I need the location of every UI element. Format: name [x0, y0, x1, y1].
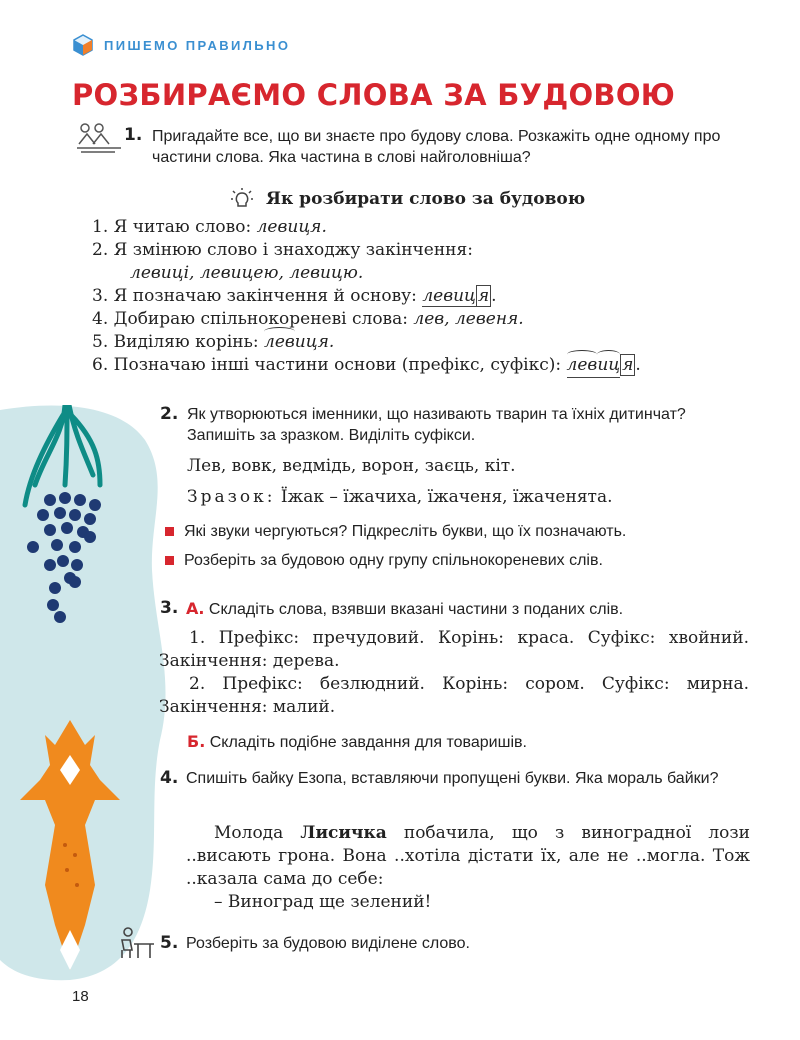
- step-2: 2. Я змінюю слово і знаходжу закінчення:: [92, 240, 473, 260]
- exercise-2-question-2: Розберіть за будовою одну групу спільнокореневих слів.: [165, 550, 603, 571]
- page-title: РОЗБИРАЄМО СЛОВА ЗА БУДОВОЮ: [72, 78, 676, 112]
- exercise-5-number: 5.: [160, 933, 179, 953]
- pair-work-icon: [75, 122, 123, 158]
- howto-title-text: Як розбирати слово за будовою: [266, 189, 586, 209]
- step-3: 3. Я позначаю закінчення й основу: левиц я .: [92, 286, 497, 306]
- exercise-4-number: 4.: [160, 768, 179, 788]
- howto-title: [230, 187, 585, 211]
- exercise-3-number: 3.: [160, 598, 179, 618]
- grapes-illustration: [15, 405, 135, 625]
- lightbulb-icon: [230, 187, 254, 211]
- step-1: 1. Я читаю слово: левиця.: [92, 217, 327, 237]
- exercise-2-text: Як утворюються іменники, що називають тварин та їхніх дитинчат? Запишіть за зразком. Виділіть суфікси.: [187, 406, 686, 444]
- exercise-3a: [186, 598, 623, 620]
- red-bullet-icon: [165, 556, 174, 565]
- sample-label: Зразок:: [187, 487, 276, 507]
- part-a-letter: А.: [186, 599, 205, 618]
- exercise-3-line-1: 1. Префікс: пречудовий. Корінь: краса. Суфікс: хвойний. Закінчення: дерева.: [159, 628, 749, 671]
- step-4: 4. Добираю спільнокореневі слова: лев, левеня.: [92, 309, 524, 329]
- howto-steps: [92, 216, 641, 378]
- exercise-2-question-1: Які звуки чергуються? Підкресліть букви, що їх позначають.: [165, 521, 626, 542]
- sample-text: Їжак – їжачиха, їжаченя, їжаченята.: [280, 487, 613, 507]
- step-6: 6. Позначаю інші частини основи (префікс, суфікс): левиц я .: [92, 354, 641, 378]
- exercise-2-number: 2.: [160, 404, 179, 424]
- desk-work-icon: [116, 926, 156, 960]
- part-b-letter: Б.: [187, 732, 206, 751]
- fable-text: [186, 822, 750, 914]
- section-label: ПИШЕМО ПРАВИЛЬНО: [104, 37, 291, 53]
- exercise-3-line-2: 2. Префікс: безлюдний. Корінь: сором. Суфікс: мирна. Закінчення: малий.: [159, 674, 749, 717]
- highlighted-word: Лисичка: [300, 823, 387, 843]
- cube-icon: [72, 34, 94, 56]
- section-header: [72, 34, 290, 56]
- red-bullet-icon: [165, 527, 174, 536]
- part-a-text: Складіть слова, взявши вказані частини з поданих слів.: [208, 601, 624, 618]
- exercise-1-text: Пригадайте все, що ви знаєте про будову слова. Розкажіть одне одному про частини слова. Яка частина в слові найголовніша?: [152, 128, 721, 166]
- exercise-3b: [187, 731, 527, 753]
- exercise-2-sample: [187, 487, 613, 507]
- fable-quote: – Виноград ще зелений!: [214, 892, 432, 912]
- step-5: 5. Виділяю корінь: левиця.: [92, 332, 335, 352]
- page-number: 18: [72, 988, 89, 1005]
- exercise-3-body: [159, 627, 749, 719]
- fox-illustration: [15, 715, 125, 975]
- exercise-2-words: Лев, вовк, ведмідь, ворон, заєць, кіт.: [187, 456, 516, 476]
- part-b-text: Складіть подібне завдання для товаришів.: [209, 734, 527, 751]
- exercise-4-text: Спишіть байку Езопа, вставляючи пропущені букви. Яка мораль байки?: [186, 770, 719, 787]
- exercise-5-text: Розберіть за будовою виділене слово.: [186, 935, 470, 952]
- exercise-1-number: 1.: [124, 125, 143, 145]
- step-2-example: левиці, левицею, левицю.: [130, 263, 364, 283]
- fable-paragraph: Молода Лисичка побачила, що з виноградної лози ..висають грона. Вона ..хотіла дістати їх, але не ..могла. Тож ..казала сама до себе:: [186, 823, 751, 889]
